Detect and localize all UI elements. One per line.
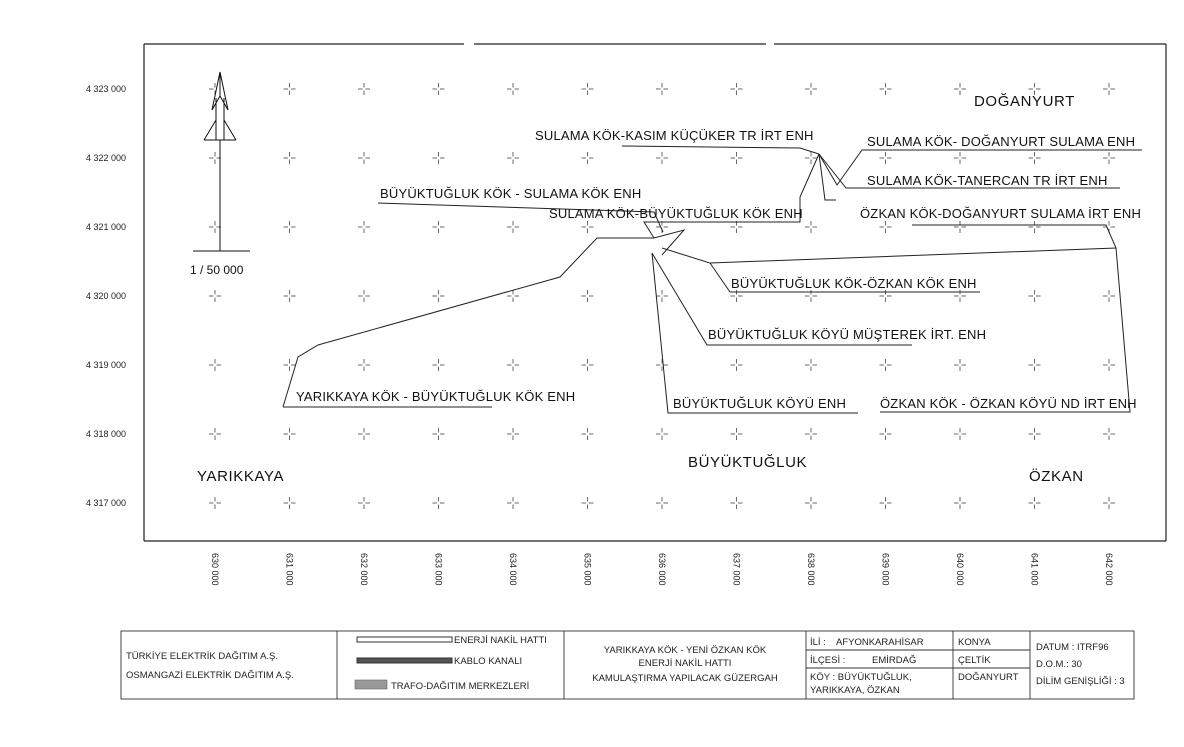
grid-cross (284, 152, 296, 164)
grid-cross (805, 497, 817, 509)
label-musterek: BÜYÜKTUĞLUK KÖYÜ MÜŞTEREK İRT. ENH (708, 327, 987, 342)
x-tick-label: 642 000 (1104, 553, 1114, 586)
grid-cross (880, 152, 892, 164)
grid-cross (954, 83, 966, 95)
label-buyuktugluk-ozkan: BÜYÜKTUĞLUK KÖK-ÖZKAN KÖK ENH (731, 276, 977, 291)
grid-cross (880, 221, 892, 233)
title-block-text (126, 635, 1125, 696)
y-tick-label: 4 319 000 (85, 360, 126, 370)
legend-energy-line: ENERJİ NAKİL HATTI (454, 635, 547, 646)
grid-cross (656, 290, 668, 302)
grid-cross (731, 497, 743, 509)
x-tick-label: 634 000 (508, 553, 518, 586)
north-arrow-icon (193, 72, 250, 251)
grid-cross (1103, 83, 1115, 95)
celtik: ÇELTİK (958, 655, 991, 666)
grid-cross (731, 428, 743, 440)
koy-line-1: KÖY : BÜYÜKTUĞLUK, (810, 672, 912, 683)
koy-line-2: YARIKKAYA, ÖZKAN (810, 685, 900, 696)
grid-cross (656, 221, 668, 233)
grid-cross (805, 83, 817, 95)
x-tick-label: 635 000 (582, 553, 593, 586)
grid-cross (731, 152, 743, 164)
grid-cross (1103, 428, 1115, 440)
y-axis-labels (86, 84, 126, 508)
energy-line-swatch (357, 637, 452, 642)
grid-cross (582, 428, 594, 440)
grid-cross (284, 290, 296, 302)
route-ozkan-doganyurt (710, 225, 1116, 263)
legend-cable-channel: KABLO KANALI (454, 656, 523, 667)
grid-cross (284, 359, 296, 371)
project-line-1: YARIKKAYA KÖK - YENİ ÖZKAN KÖK (603, 645, 767, 656)
grid-cross (954, 221, 966, 233)
grid-cross (358, 428, 370, 440)
label-tanercan: SULAMA KÖK-TANERCAN TR İRT ENH (867, 173, 1108, 188)
x-tick-label: 630 000 (210, 553, 220, 586)
x-tick-label: 633 000 (433, 553, 444, 586)
route-labels (296, 128, 1141, 411)
x-tick-label: 632 000 (359, 553, 369, 586)
company-1: TÜRKİYE ELEKTRİK DAĞITIM A.Ş. (126, 651, 279, 662)
grid-cross (507, 83, 519, 95)
grid-cross (954, 152, 966, 164)
grid-cross (582, 497, 594, 509)
grid-cross (507, 428, 519, 440)
grid-cross (805, 359, 817, 371)
grid-cross (507, 359, 519, 371)
label-yarikkaya-buyuktugluk: YARIKKAYA KÖK - BÜYÜKTUĞLUK KÖK ENH (296, 389, 576, 404)
x-tick-label: 631 000 (284, 553, 295, 586)
x-tick-label: 640 000 (955, 553, 965, 586)
route-yarikkaya-buyuktugluk (283, 230, 684, 407)
ilce-label: İLÇESİ : (810, 655, 846, 666)
grid-cross (358, 83, 370, 95)
route-sulama-buyuktugluk (644, 154, 819, 238)
grid-cross (880, 497, 892, 509)
grid-cross (358, 221, 370, 233)
x-tick-label: 641 000 (1029, 553, 1040, 586)
grid-cross (954, 359, 966, 371)
grid-cross (656, 83, 668, 95)
grid-cross (1029, 152, 1041, 164)
label-buyuktugluk-sulama: BÜYÜKTUĞLUK KÖK - SULAMA KÖK ENH (380, 186, 642, 201)
grid-cross (1103, 497, 1115, 509)
y-tick-label: 4 322 000 (85, 153, 126, 163)
trafo-swatch (355, 680, 387, 689)
grid-cross (1029, 428, 1041, 440)
grid-cross (805, 221, 817, 233)
grid-cross (1029, 221, 1041, 233)
grid-cross (433, 497, 445, 509)
grid-cross (656, 428, 668, 440)
place-buyuktugluk: BÜYÜKTUĞLUK (688, 454, 808, 471)
place-ozkan: ÖZKAN (1029, 468, 1084, 485)
grid-cross (582, 152, 594, 164)
grid-cross (433, 359, 445, 371)
konya: KONYA (958, 637, 991, 648)
project-line-2: ENERJİ NAKİL HATTI (638, 658, 732, 669)
place-yarikkaya: YARIKKAYA (197, 468, 285, 485)
grid-cross (731, 221, 743, 233)
grid-cross (209, 221, 221, 233)
grid-cross (433, 221, 445, 233)
grid-cross (209, 359, 221, 371)
route-tanercan-branch (819, 154, 836, 200)
x-tick-label: 639 000 (880, 553, 891, 586)
grid-cross (209, 152, 221, 164)
grid-cross (582, 359, 594, 371)
grid-cross (507, 221, 519, 233)
map-frame (144, 44, 1166, 541)
grid-cross (209, 428, 221, 440)
y-tick-label: 4 321 000 (85, 222, 126, 232)
grid-cross (358, 152, 370, 164)
label-buyuktugluk-koyu: BÜYÜKTUĞLUK KÖYÜ ENH (673, 396, 847, 411)
route-kasim-kucuker (622, 146, 819, 154)
grid-cross (284, 428, 296, 440)
grid-cross (284, 497, 296, 509)
grid-cross (1029, 497, 1041, 509)
y-tick-label: 4 318 000 (85, 429, 126, 439)
grid-cross (284, 221, 296, 233)
grid-cross (507, 152, 519, 164)
grid-cross (433, 83, 445, 95)
grid-cross (1029, 290, 1041, 302)
grid-cross (582, 83, 594, 95)
grid-cross (507, 497, 519, 509)
grid-cross (1103, 359, 1115, 371)
datum: DATUM : ITRF96 (1036, 642, 1109, 653)
grid-cross (731, 83, 743, 95)
x-axis-labels (210, 553, 1114, 586)
x-tick-label: 636 000 (657, 553, 667, 586)
ilce-value: EMİRDAĞ (872, 655, 917, 666)
grid-cross (358, 290, 370, 302)
project-line-3: KAMULAŞTIRMA YAPILACAK GÜZERGAH (592, 673, 778, 684)
y-tick-label: 4 323 000 (85, 84, 126, 94)
label-doganyurt-sulama: SULAMA KÖK- DOĞANYURT SULAMA ENH (867, 134, 1136, 149)
x-tick-label: 637 000 (731, 553, 742, 586)
company-2: OSMANGAZİ ELEKTRİK DAĞITIM A.Ş. (126, 670, 294, 681)
grid-cross (1103, 290, 1115, 302)
grid-cross (880, 428, 892, 440)
grid-cross (805, 428, 817, 440)
grid-cross (656, 152, 668, 164)
dom: D.O.M.: 30 (1036, 659, 1082, 670)
grid-cross (582, 290, 594, 302)
grid-cross (954, 497, 966, 509)
place-doganyurt: DOĞANYURT (974, 93, 1075, 110)
grid-cross (284, 83, 296, 95)
grid-cross (731, 359, 743, 371)
grid-cross (433, 428, 445, 440)
x-tick-label: 638 000 (806, 553, 816, 586)
grid-cross (656, 497, 668, 509)
grid-cross (880, 359, 892, 371)
grid-cross (433, 290, 445, 302)
cable-channel-swatch (357, 658, 452, 663)
grid-cross (433, 152, 445, 164)
grid-cross (358, 497, 370, 509)
label-kasim-kucuker: SULAMA KÖK-KASIM KÜÇÜKER TR İRT ENH (535, 128, 814, 143)
y-tick-label: 4 317 000 (85, 498, 126, 508)
dilim: DİLİM GENİŞLİĞİ : 3 (1036, 676, 1125, 687)
grid-cross (1103, 152, 1115, 164)
label-ozkan-doganyurt: ÖZKAN KÖK-DOĞANYURT SULAMA İRT ENH (860, 206, 1142, 221)
label-sulama-buyuktugluk: SULAMA KÖK-BÜYÜKTUĞLUK KÖK ENH (549, 206, 803, 221)
grid-cross (209, 497, 221, 509)
scale-label: 1 / 50 000 (190, 263, 244, 277)
il-value: AFYONKARAHİSAR (836, 637, 924, 648)
grid-cross (656, 359, 668, 371)
grid-cross (358, 359, 370, 371)
grid-cross (209, 290, 221, 302)
y-tick-label: 4 320 000 (85, 291, 126, 301)
legend-trafo: TRAFO-DAĞITIM MERKEZLERİ (391, 681, 530, 692)
label-ozkan-koyu: ÖZKAN KÖK - ÖZKAN KÖYÜ ND İRT ENH (880, 396, 1137, 411)
doganyurt-cell: DOĞANYURT (958, 672, 1019, 683)
grid-cross (880, 83, 892, 95)
grid-cross (954, 428, 966, 440)
grid-cross (582, 221, 594, 233)
il-label: İLİ : (810, 637, 826, 648)
grid-cross (1029, 359, 1041, 371)
